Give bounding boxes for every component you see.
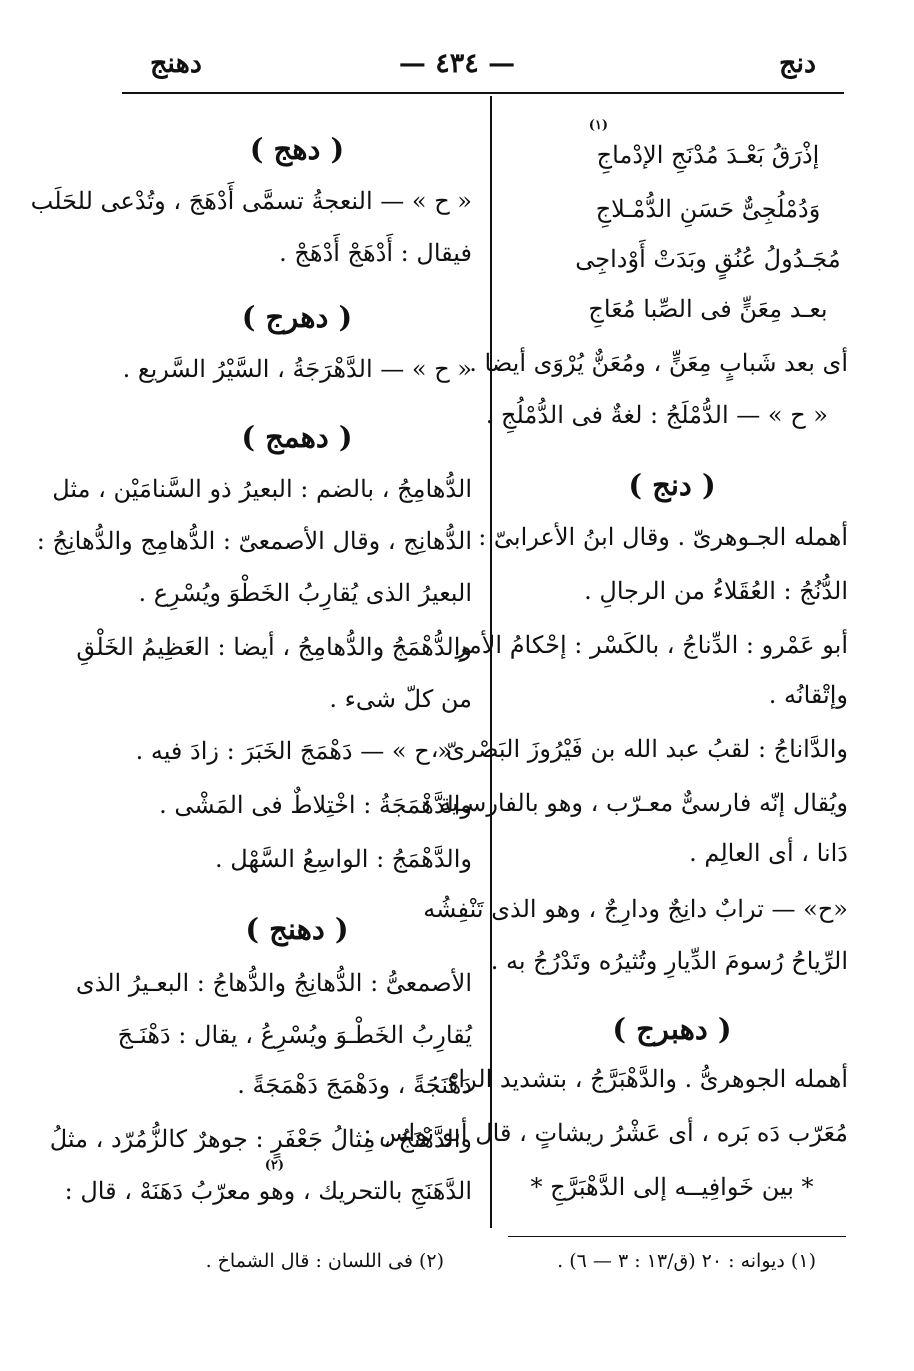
text-line: الدَّهَنَجِ بالتحريك ، وهو معرّبُ دَهَنَهْ ، قال : bbox=[64, 1177, 472, 1205]
footnote-1: (١) ديوانه : ٢٠ (ق/١٣ : ٣ — ٦) . bbox=[557, 1250, 816, 1272]
text-line: « ح » — الدُّمْلَجُ : لغةٌ فى الدُّمْلُجِ . bbox=[485, 401, 828, 429]
page-number: — ٤٣٤ — bbox=[398, 48, 516, 79]
verse-line: مُجَـدُولُ عُنُقٍ وبَدَتْ أَوْداجِى bbox=[575, 245, 841, 273]
running-head-right: دنج bbox=[779, 48, 816, 79]
entry-heading-dhrj: ( دهرج ) bbox=[241, 300, 353, 334]
text-line: «ح» — ترابٌ دانِجٌ ودارِجٌ ، وهو الذى تَنْفِشُه bbox=[423, 895, 848, 923]
text-line: الرِّياحُ رُسومَ الدِّيارِ وتُثيرُه وتَدْرُجُ به . bbox=[490, 947, 848, 975]
text-line: الأصمعىُّ : الدُّهانِجُ والدُّهاجُ : البعـيرُ الذى bbox=[75, 969, 472, 997]
text-line: الدُّهامِجُ ، بالضم : البعيرُ ذو السَّنامَيْن ، مثل bbox=[52, 475, 472, 503]
verse-line: وَدُمْلُجِىٌّ حَسَنِ الدُّمْـلاجِ bbox=[595, 195, 821, 223]
text-line: أى بعد شَبابٍ مِعَنٍّ ، ومُعَنٌّ يُرْوَى أيضا . bbox=[469, 349, 848, 377]
text-line: والدُّهْمَجُ والدُّهامِجُ ، أيضا : العَظِيمُ الخَلْقِ bbox=[76, 633, 472, 661]
text-line: وإتْقانُه . bbox=[768, 681, 848, 709]
header-rule bbox=[122, 92, 844, 94]
text-line: أهمله الجـوهرىّ . وقال ابنُ الأعرابىّ : bbox=[478, 523, 848, 551]
text-line: الدُّهانِج ، وقال الأصمعىّ : الدُّهامِج والدُّهانِجُ : bbox=[36, 527, 472, 555]
footnote-2: (٢) فى اللسان : قال الشماخ . bbox=[205, 1250, 444, 1272]
footnote-rule bbox=[508, 1236, 846, 1237]
text-line: والدَّهْمَجُ : الواسِعُ السَّهْل . bbox=[215, 845, 472, 873]
verse-line: بعـد مِعَنٍّ فى الصِّبا مُعَاجِ bbox=[588, 295, 828, 323]
text-line: من كلّ شىء . bbox=[329, 685, 472, 713]
text-line: والدَّاناجُ : لقبُ عبد الله بن فَيْرُوزَ البَصْرىّ ، bbox=[430, 735, 848, 763]
entry-heading-dhj: ( دهج ) bbox=[249, 132, 345, 166]
text-line: أبو عَمْرو : الدِّناجُ ، بالكَسْر : إحْكامُ الأمرِ bbox=[455, 631, 848, 659]
text-line: يُقارِبُ الخَطْـوَ ويُسْرِعُ ، يقال : دَهْنَـجَ bbox=[117, 1021, 472, 1049]
text-line: أهمله الجوهرىُّ . والدَّهْبَرَّجُ ، بتشديد الراء : bbox=[431, 1065, 848, 1093]
entry-heading-dhbrj: ( دهبرج ) bbox=[612, 1012, 732, 1046]
text-line: دَانا ، أى العالِم . bbox=[689, 839, 848, 867]
verse-line: إذْرَقُ بَعْـدَ مُدْنَجِ الإدْماجِ bbox=[596, 141, 820, 169]
text-line: مُعَرّب دَه بَره ، أى عَشْرُ ريشاتٍ ، قال أبو نواس : bbox=[363, 1119, 848, 1147]
footnote-marker: (١) bbox=[588, 118, 608, 133]
running-head-left: دهنج bbox=[150, 48, 202, 79]
text-line: فيقال : أَدْهَجْ أَدْهَجْ . bbox=[279, 239, 472, 267]
footnote-marker: (٢) bbox=[264, 1158, 284, 1173]
text-line: « ح » — الدَّهْرَجَةُ ، السَّيْرُ السَّريع . bbox=[122, 355, 472, 383]
text-line: ويُقال إنّه فارسىٌّ معـرّب ، وهو بالفارسـية : bbox=[423, 789, 848, 817]
text-line: والدَّهْنَجُ ، مِثالُ جَعْفَرٍ : جوهرٌ كالزُّمُرّد ، مثلُ bbox=[49, 1125, 472, 1153]
column-divider bbox=[490, 96, 492, 1228]
text-line: « ح » — دَهْمَجَ الخَبَرَ : زادَ فيه . bbox=[135, 737, 452, 765]
entry-heading-dnj: ( دنج ) bbox=[628, 468, 716, 502]
verse-line: * بين خَوافِيــه إلى الدَّهْبَرَّجِ * bbox=[530, 1173, 814, 1201]
entry-heading-dhnj: ( دهنج ) bbox=[245, 912, 349, 946]
text-line: الدُّنُجُ : العُقَلاءُ من الرجالِ . bbox=[584, 577, 848, 605]
text-line: « ح » — النعجةُ تسمَّى أَدْهَجَ ، وتُدْعى للحَلَب bbox=[30, 187, 472, 215]
text-line: دَهْنَجَةً ، ودَهْمَجَ دَهْمَجَةً . bbox=[237, 1071, 472, 1099]
text-line: البعيرُ الذى يُقارِبُ الخَطْوَ ويُسْرِع . bbox=[138, 579, 472, 607]
text-line: والدَّهْمَجَةُ : اخْتِلاطٌ فى المَشْى . bbox=[159, 791, 472, 819]
entry-heading-dhmj: ( دهمج ) bbox=[241, 420, 353, 454]
